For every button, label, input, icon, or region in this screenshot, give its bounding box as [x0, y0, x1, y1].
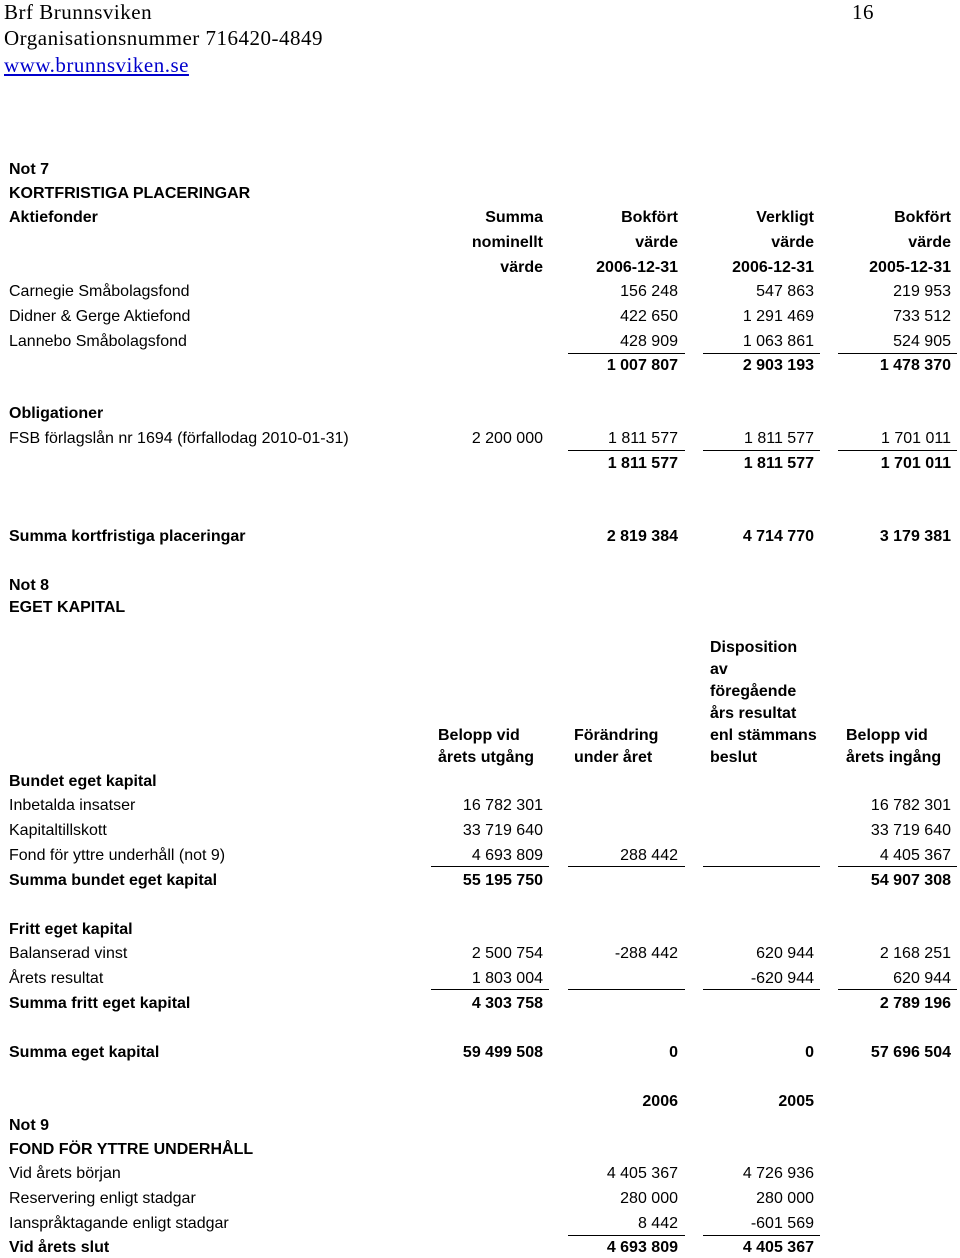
rule-line	[703, 989, 820, 990]
fund-value: 219 953	[893, 283, 951, 300]
note9-title: FOND FÖR YTTRE UNDERHÅLL	[9, 1141, 254, 1158]
note9-row-label: Reservering enligt stadgar	[9, 1190, 196, 1207]
fund-value: 733 512	[893, 308, 951, 325]
bond-value: 2 200 000	[471, 430, 543, 447]
fritt-row-value: 620 944	[756, 945, 814, 962]
note8-column-header: föregående	[710, 683, 797, 700]
bond-name: FSB förlagslån nr 1694 (förfallodag 2010-01-31)	[9, 430, 349, 447]
rule-line	[838, 866, 957, 867]
org-number: Organisationsnummer 716420-4849	[4, 26, 323, 50]
bundet-row-value: 16 782 301	[462, 797, 543, 814]
note8-column-header: års resultat	[710, 705, 797, 722]
rule-line	[568, 450, 685, 451]
website-link-text[interactable]: www.brunnsviken.se	[4, 53, 189, 77]
bundet-row-value: 4 693 809	[471, 847, 543, 864]
note9-row-value: 280 000	[620, 1190, 678, 1207]
fritt-row-value: -288 442	[614, 945, 678, 962]
note7-column-header: nominellt	[471, 234, 543, 251]
note8-column-header: under året	[574, 749, 653, 766]
fund-value: 428 909	[620, 333, 678, 350]
summa-kortfristiga-value: 4 714 770	[742, 528, 814, 545]
summa-eget-kapital-label: Summa eget kapital	[9, 1044, 160, 1061]
rule-line	[838, 450, 957, 451]
fund-value: 156 248	[620, 283, 678, 300]
bundet-row-label: Inbetalda insatser	[9, 797, 136, 814]
fund-name: Didner & Gerge Aktiefond	[9, 308, 191, 325]
website-link[interactable]	[4, 55, 189, 75]
bundet-row-value: 4 405 367	[879, 847, 951, 864]
summa-eget-kapital-value: 0	[805, 1044, 814, 1061]
note7-column-header: 2006-12-31	[732, 259, 814, 276]
note9-row-value: 280 000	[756, 1190, 814, 1207]
fritt-row-value: 1 803 004	[471, 970, 543, 987]
vid-arets-slut-value: 4 693 809	[606, 1239, 678, 1256]
rule-line	[838, 989, 957, 990]
fritt-row-label: Balanserad vinst	[9, 945, 128, 962]
obligationer-heading: Obligationer	[9, 405, 104, 422]
funds-total-value: 1 007 807	[606, 357, 678, 374]
association-name: Brf Brunnsviken	[4, 0, 153, 24]
page-number: 16	[852, 0, 874, 24]
fritt-heading: Fritt eget kapital	[9, 921, 133, 938]
fund-value: 1 063 861	[742, 333, 814, 350]
note7-column-header: 2005-12-31	[869, 259, 951, 276]
fund-value: 524 905	[893, 333, 951, 350]
funds-total-value: 1 478 370	[879, 357, 951, 374]
aktiefonder-heading: Aktiefonder	[9, 209, 98, 226]
note7-column-header: värde	[771, 234, 814, 251]
fritt-row-value: 2 500 754	[471, 945, 543, 962]
note9-year-header: 2005	[778, 1093, 814, 1110]
bundet-heading: Bundet eget kapital	[9, 773, 157, 790]
rule-line	[568, 866, 685, 867]
note8-column-header: av	[710, 661, 728, 678]
note7-column-header: värde	[635, 234, 678, 251]
fund-name: Carnegie Småbolagsfond	[9, 283, 190, 300]
note9-row-value: -601 569	[750, 1215, 814, 1232]
rule-line	[431, 989, 549, 990]
note8-column-header: Disposition	[710, 639, 798, 656]
note7-column-header: värde	[500, 259, 543, 276]
note8-column-header: beslut	[710, 749, 758, 766]
bonds-total-value: 1 811 577	[743, 455, 814, 472]
note7-number: Not 7	[9, 161, 49, 178]
fritt-row-label: Årets resultat	[9, 970, 104, 987]
summa-eget-kapital-value: 59 499 508	[462, 1044, 543, 1061]
summa-kortfristiga-label: Summa kortfristiga placeringar	[9, 528, 246, 545]
fund-value: 1 291 469	[742, 308, 814, 325]
bond-value: 1 811 577	[744, 430, 814, 447]
bundet-row-value: 16 782 301	[870, 797, 951, 814]
note9-row-value: 4 726 936	[742, 1165, 814, 1182]
bundet-row-label: Kapitaltillskott	[9, 822, 107, 839]
note9-row-label: Vid årets början	[9, 1165, 121, 1182]
fund-value: 547 863	[756, 283, 814, 300]
fritt-row-value: -620 944	[750, 970, 814, 987]
note7-column-header: 2006-12-31	[596, 259, 678, 276]
fritt-row-value: 2 168 251	[879, 945, 951, 962]
summa-bundet-label: Summa bundet eget kapital	[9, 872, 218, 889]
note7-column-header: Bokfört	[894, 209, 951, 226]
rule-line	[431, 866, 549, 867]
rule-line	[703, 866, 820, 867]
note8-column-header: enl stämmans	[710, 727, 817, 744]
rule-line	[703, 450, 820, 451]
summa-fritt-value: 2 789 196	[879, 995, 951, 1012]
note8-column-header: Förändring	[574, 727, 659, 744]
note8-column-header: årets ingång	[846, 749, 942, 766]
fund-value: 422 650	[620, 308, 678, 325]
note8-column-header: Belopp vid	[438, 727, 520, 744]
bundet-row-label: Fond för yttre underhåll (not 9)	[9, 847, 226, 864]
rule-line	[838, 353, 957, 354]
vid-arets-slut-label: Vid årets slut	[9, 1239, 110, 1256]
note8-number: Not 8	[9, 577, 49, 594]
bundet-row-value: 33 719 640	[870, 822, 951, 839]
bonds-total-value: 1 811 577	[607, 455, 678, 472]
note9-row-label: Ianspråktagande enligt stadgar	[9, 1215, 229, 1232]
note9-row-value: 8 442	[637, 1215, 678, 1232]
summa-eget-kapital-value: 0	[669, 1044, 678, 1061]
bonds-total-value: 1 701 011	[880, 455, 951, 472]
summa-fritt-label: Summa fritt eget kapital	[9, 995, 191, 1012]
bond-value: 1 701 011	[881, 430, 951, 447]
note7-column-header: värde	[908, 234, 951, 251]
rule-line	[568, 1235, 685, 1236]
note7-column-header: Summa	[485, 209, 543, 226]
note9-number: Not 9	[9, 1117, 49, 1134]
note8-title: EGET KAPITAL	[9, 599, 126, 616]
rule-line	[703, 353, 820, 354]
summa-kortfristiga-value: 2 819 384	[606, 528, 678, 545]
funds-total-value: 2 903 193	[742, 357, 814, 374]
note7-column-header: Verkligt	[756, 209, 814, 226]
note9-row-value: 4 405 367	[606, 1165, 678, 1182]
bond-value: 1 811 577	[608, 430, 678, 447]
rule-line	[568, 353, 685, 354]
summa-kortfristiga-value: 3 179 381	[879, 528, 951, 545]
summa-bundet-value: 54 907 308	[870, 872, 951, 889]
vid-arets-slut-value: 4 405 367	[742, 1239, 814, 1256]
note8-column-header: Belopp vid	[846, 727, 928, 744]
rule-line	[568, 989, 685, 990]
fund-name: Lannebo Småbolagsfond	[9, 333, 187, 350]
summa-eget-kapital-value: 57 696 504	[870, 1044, 951, 1061]
note8-column-header: årets utgång	[438, 749, 535, 766]
bundet-row-value: 288 442	[620, 847, 678, 864]
fritt-row-value: 620 944	[893, 970, 951, 987]
note7-title: KORTFRISTIGA PLACERINGAR	[9, 185, 251, 202]
note9-year-header: 2006	[642, 1093, 678, 1110]
note7-column-header: Bokfört	[621, 209, 678, 226]
summa-bundet-value: 55 195 750	[462, 872, 543, 889]
bundet-row-value: 33 719 640	[462, 822, 543, 839]
rule-line	[703, 1235, 820, 1236]
summa-fritt-value: 4 303 758	[471, 995, 543, 1012]
